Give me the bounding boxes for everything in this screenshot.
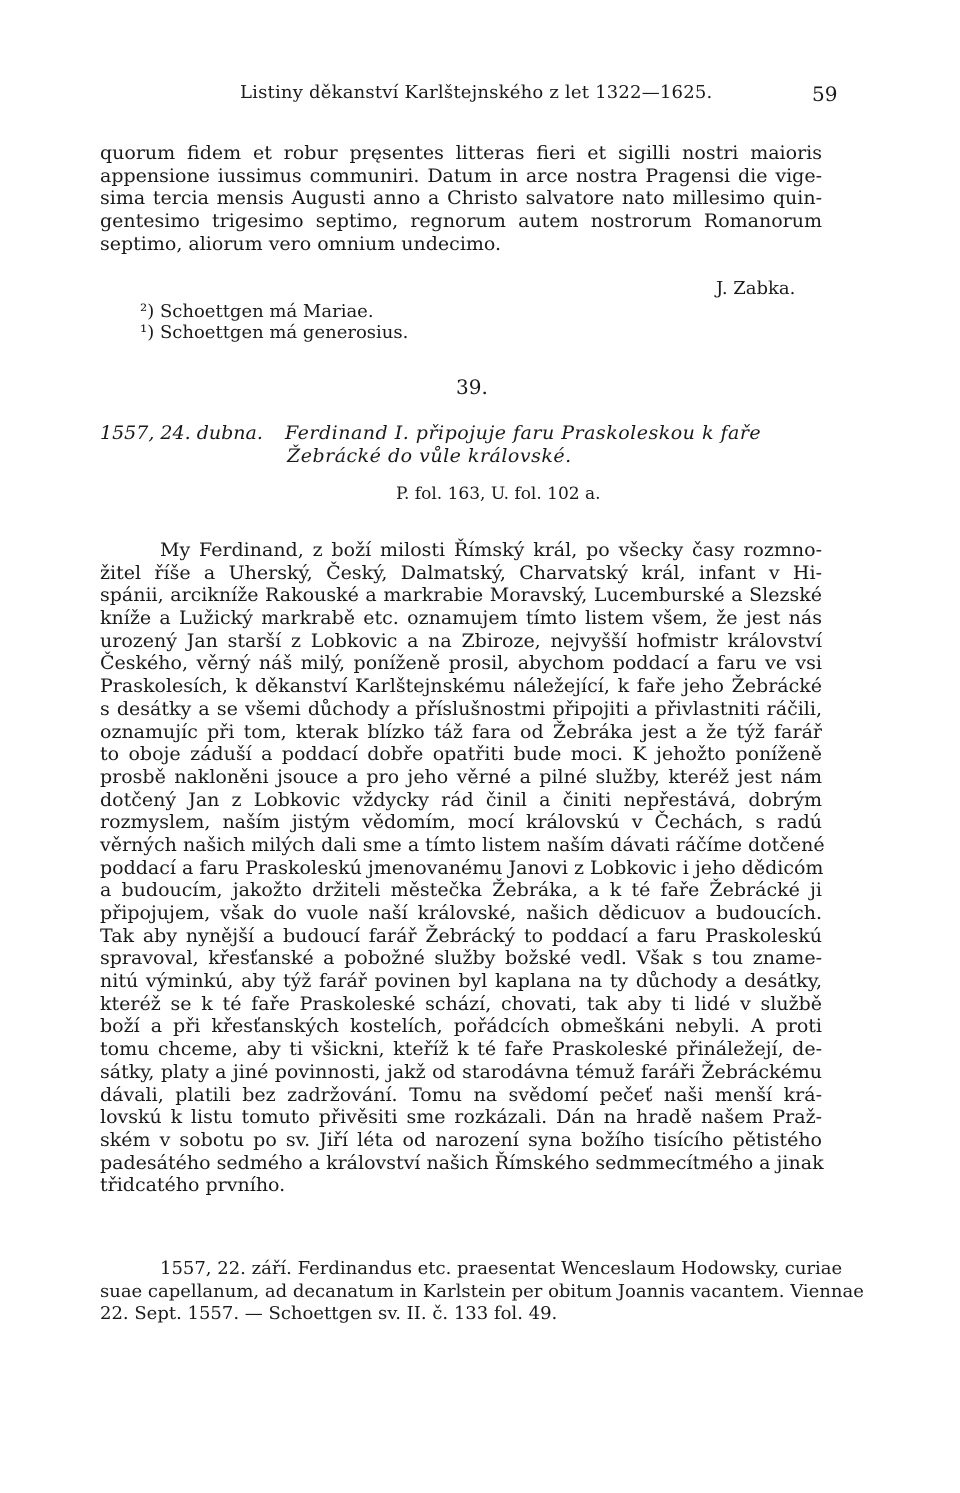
text-line: a budoucím, jakožto držiteli městečka Žebráka, a k té faře Žebrácké ji [100, 879, 822, 902]
text-line: 1557, 22. září. Ferdinandus etc. praesentat Wenceslaum Hodowsky, curiae [160, 1258, 843, 1279]
text-line: připojujem, však do vuole naší královské, našich dědicuov a budoucích. [100, 902, 822, 924]
text-line: gentesimo trigesimo septimo, regnorum autem nostrorum Romanorum [100, 210, 822, 233]
document-number: 39. [456, 375, 488, 399]
document-date: 1557, 24. dubna. [100, 422, 263, 444]
previous-document-text [100, 142, 822, 255]
footnotes [140, 301, 408, 343]
text-line: tomu chceme, aby ti všickni, kteříž k té faře Praskoleské přináležejí, de- [100, 1038, 822, 1061]
text-line: ském v sobotu po sv. Jiří léta od narození syna božího tisícího pětistého [100, 1128, 822, 1151]
text-line: dávali, platili bez zadržování. Tomu na svědomí pečeť naši menší krá- [100, 1083, 822, 1106]
text-line: spravoval, křesťanské a pobožné služby božské vedl. Však s tou zname- [100, 947, 822, 970]
text-line: sima tercia mensis Augusti anno a Christo salvatore nato millesimo quin- [100, 187, 822, 210]
text-line: appensione iussimus communiri. Datum in arce nostra Pragensi die vige- [100, 164, 822, 187]
running-title: Listiny děkanství Karlštejnského z let 1322—1625. [240, 82, 713, 103]
footnote: ²) Schoettgen má Mariae. [140, 301, 374, 322]
text-line: 22. Sept. 1557. — Schoettgen sv. II. č. 133 fol. 49. [100, 1303, 558, 1325]
text-line: Tak aby nynější a budoucí farář Žebrácký to poddací a faru Praskoleskú [100, 924, 822, 947]
footnote: ¹) Schoettgen má generosius. [140, 322, 409, 343]
text-line: prosbě nakloněni jsouce a pro jeho věrné a pilné služby, kteréž jest nám [100, 765, 822, 788]
text-line: rozmyslem, naším jistým vědomím, mocí královskú v Čechách, s radú [100, 811, 822, 834]
text-line: nitú výminkú, aby týž farář povinen byl kaplana na ty důchody a desátky, [100, 970, 822, 993]
document-body [100, 539, 825, 1197]
text-line: kteréž se k té faře Praskoleské schází, chovati, tak aby ti lidé v službě [100, 992, 822, 1015]
text-line: My Ferdinand, z boží milosti Římský král, po všecky časy rozmno- [160, 539, 822, 561]
text-line: poddací a faru Praskoleskú jmenovanému Janovi z Lobkovic i jeho dědicóm [100, 856, 824, 879]
text-line: oznamujíc při tom, kterak blízko táž fara od Žebráka jest a že týž farář [100, 720, 822, 743]
document-title: Ferdinand I. připojuje faru Praskoleskou k faře [285, 422, 762, 444]
text-line: suae capellanum, ad decanatum in Karlstein per obitum Joannis vacantem. Viennae [100, 1280, 864, 1302]
signature: J. Zabka. [716, 278, 796, 299]
text-line: kníže a Lužický markrabě etc. oznamujem tímto listem všem, že jest nás [100, 607, 822, 630]
source-reference: P. fol. 163, U. fol. 102 a. [396, 484, 601, 504]
text-line: žitel říše a Uherský, Český, Dalmatský, Charvatský král, infant v Hi- [100, 561, 822, 584]
text-line: dotčený Jan z Lobkovic vždycky rád činil a činiti nepřestává, dobrým [100, 788, 822, 811]
text-line: septimo, aliorum vero omnium undecimo. [100, 232, 502, 255]
text-line: sátky, platy a jiné povinnosti, jakž od starodávna témuž faráři Žebráckému [100, 1060, 822, 1083]
text-line: lovskú k listu tomuto přivěsiti sme rozkázali. Dán na hradě našem Praž- [100, 1106, 822, 1129]
text-line: s desátky a se všemi důchody a příslušnostmi připojiti a přivlastniti ráčili, [100, 697, 822, 720]
text-line: třidcatého prvního. [100, 1174, 286, 1197]
text-line: Praskolesích, k děkanství Karlštejnskému náležející, k faře jeho Žebrácké [100, 675, 822, 698]
text-line: boží a při křesťanských kostelích, pořádcích obmeškáni nebyli. A proti [100, 1015, 822, 1038]
text-line: to oboje záduší a poddací dobře opatřiti bude moci. K jehožto poníženě [100, 743, 822, 766]
page-number: 59 [812, 82, 838, 106]
text-line: spánii, arcikníže Rakouské a markrabie Moravský, Lucemburské a Slezské [100, 584, 822, 607]
text-line: quorum fidem et robur pręsentes litteras fieri et sigilli nostri maioris [100, 142, 822, 164]
text-line: urozený Jan starší z Lobkovic a na Zbiroze, nejvyšší hofmistr království [100, 629, 822, 652]
document-title-cont: Žebrácké do vůle královské. [287, 445, 572, 467]
text-line: Českého, věrný náš milý, poníženě prosil, abychom poddací a faru ve vsi [100, 652, 822, 675]
text-line: padesátého sedmého a království našich Římského sedmmecítmého a jinak [100, 1151, 824, 1174]
text-line: věrných našich milých dali sme a tímto listem naším dávati ráčíme dotčené [100, 833, 825, 856]
trailer-note [100, 1258, 864, 1326]
